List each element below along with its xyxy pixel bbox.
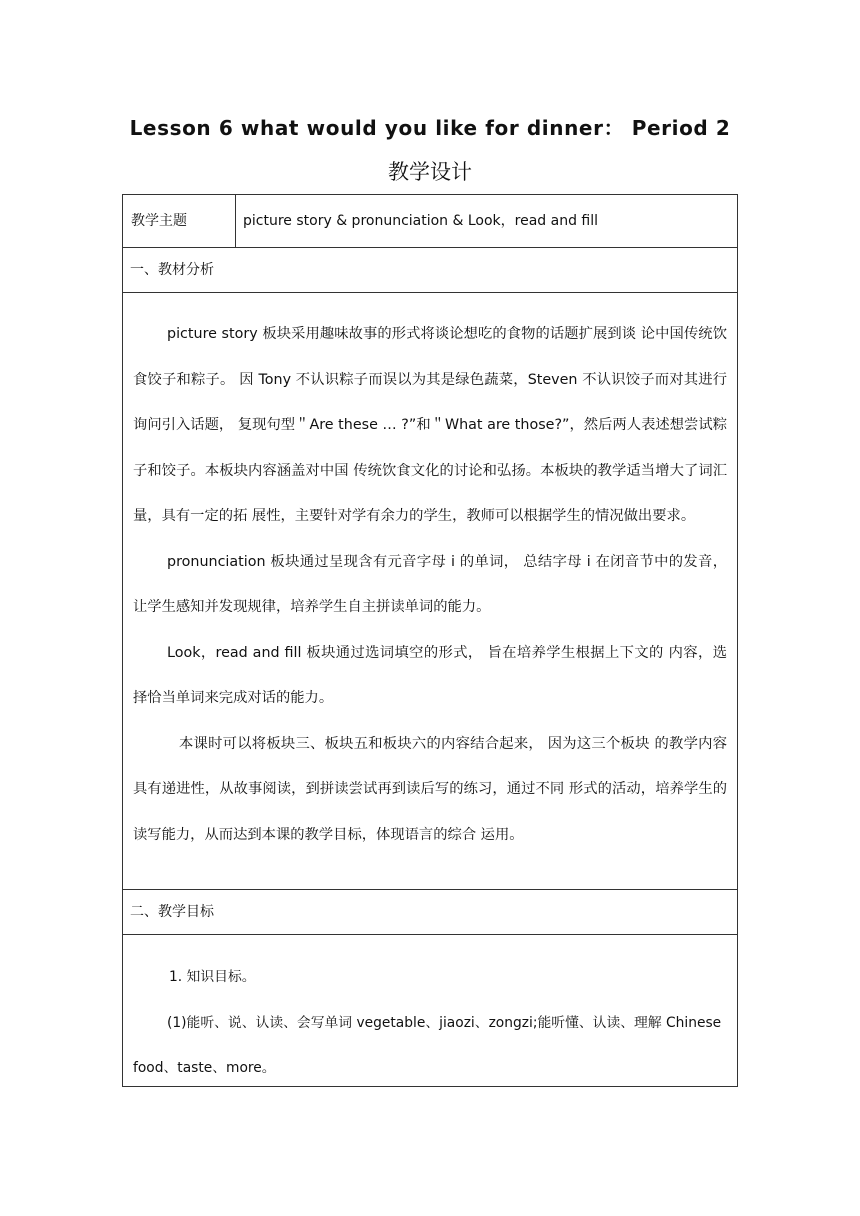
lesson-plan-table <box>122 194 738 1087</box>
goal-knowledge-heading: 1. 知识目标。 <box>169 969 256 985</box>
analysis-paragraph-look-read-fill: Look，read and fill 板块通过选词填空的形式， 旨在培养学生根据上下文的 内容，选择恰当单词来完成对话的能力。 <box>133 644 727 706</box>
analysis-paragraph-lesson-summary: 本课时可以将板块三、板块五和板块六的内容结合起来， 因为这三个板块 的教学内容具有递进性，从故事阅读，到拼读尝试再到读后写的练习，通过不同 形式的活动，培养学生的读写能力，从而达到本课的教学目标，体现语言的综合 运用。 <box>133 735 727 843</box>
goal-knowledge-item: (1)能听、说、认读、会写单词 vegetable、jiaozi、zongzi;能听懂、认读、理解 Chinese food、taste、more。 <box>133 1014 722 1076</box>
topic-row <box>123 195 737 247</box>
section-heading-teaching-goals: 二、教学目标 <box>123 889 737 934</box>
topic-value: picture story & pronunciation & Look，read and fill <box>243 213 599 229</box>
analysis-paragraph-pronunciation: pronunciation 板块通过呈现含有元音字母 i 的单词， 总结字母 i 在闭音节中的发音，让学生感知并发现规律，培养学生自主拼读单词的能力。 <box>133 553 727 615</box>
topic-label: 教学主题 <box>123 195 236 247</box>
material-analysis-content <box>123 292 737 889</box>
teaching-goals-content <box>123 934 737 1086</box>
section-heading-material-analysis: 一、教材分析 <box>123 247 737 292</box>
document-subtitle: 教学设计 <box>388 160 472 184</box>
document-title: Lesson 6 what would you like for dinner： Period 2 <box>129 116 731 140</box>
analysis-paragraph-story: picture story 板块采用趣味故事的形式将谈论想吃的食物的话题扩展到谈 论中国传统饮食饺子和粽子。 因 Tony 不认识粽子而误以为其是绿色蔬菜，Steven 不认识饺子而对其进行询问引入话题， 复现句型＂Are these … ?”和＂What are those?”，然后两人表述想尝试粽子和饺子。本板块内容涵盖对中国 传统饮食文化的讨论和弘扬。本板块的教学适当增大了词汇量，具有一定的拓 展性，主要针对学有余力的学生，教师可以根据学生的情况做出要求。 <box>133 326 727 524</box>
